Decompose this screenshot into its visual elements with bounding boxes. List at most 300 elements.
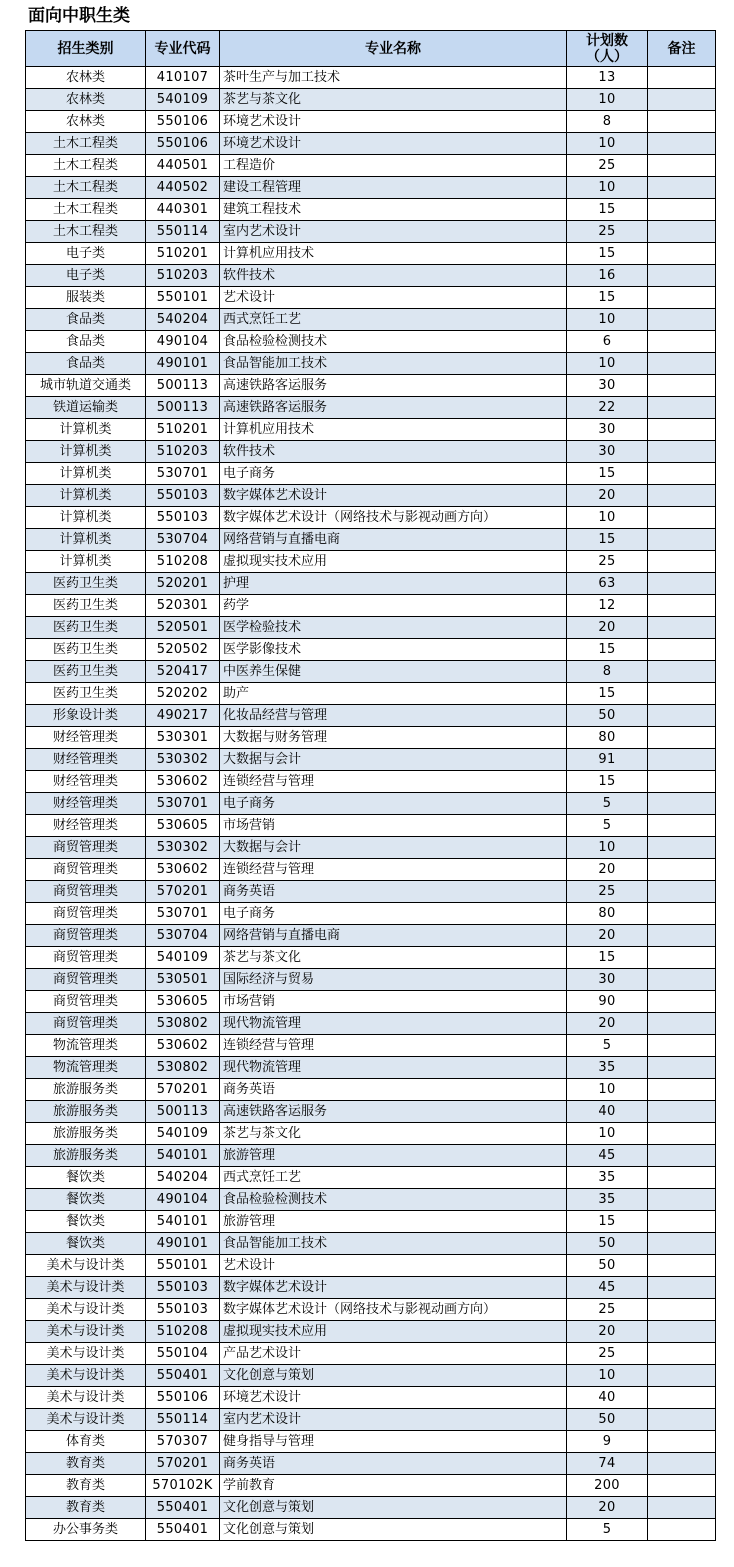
- cell-name: 计算机应用技术: [220, 419, 567, 441]
- cell-plan: 12: [567, 595, 648, 617]
- cell-plan: 25: [567, 1299, 648, 1321]
- cell-note: [648, 859, 716, 881]
- cell-category: 办公事务类: [26, 1519, 146, 1541]
- cell-plan: 15: [567, 947, 648, 969]
- table-row: [26, 573, 716, 595]
- cell-note: [648, 397, 716, 419]
- cell-code: 570201: [146, 1079, 220, 1101]
- cell-plan: 15: [567, 683, 648, 705]
- cell-plan: 30: [567, 969, 648, 991]
- cell-plan: 25: [567, 881, 648, 903]
- cell-plan: 15: [567, 771, 648, 793]
- table-row: [26, 705, 716, 727]
- table-row: [26, 1519, 716, 1541]
- cell-category: 教育类: [26, 1453, 146, 1475]
- page-title: 面向中职生类: [28, 6, 130, 26]
- cell-plan: 13: [567, 67, 648, 89]
- cell-code: 570307: [146, 1431, 220, 1453]
- cell-code: 500113: [146, 375, 220, 397]
- cell-note: [648, 221, 716, 243]
- cell-code: 530302: [146, 837, 220, 859]
- header-plan-line2: （人）: [586, 48, 628, 65]
- cell-category: 美术与设计类: [26, 1277, 146, 1299]
- cell-name: 高速铁路客运服务: [220, 1101, 567, 1123]
- cell-category: 铁道运输类: [26, 397, 146, 419]
- cell-note: [648, 947, 716, 969]
- table-row: [26, 1343, 716, 1365]
- table-row: [26, 463, 716, 485]
- table-row: [26, 1431, 716, 1453]
- cell-plan: 35: [567, 1189, 648, 1211]
- cell-category: 餐饮类: [26, 1211, 146, 1233]
- cell-note: [648, 1079, 716, 1101]
- cell-plan: 50: [567, 1233, 648, 1255]
- cell-code: 570201: [146, 881, 220, 903]
- cell-note: [648, 573, 716, 595]
- cell-name: 艺术设计: [220, 287, 567, 309]
- cell-name: 食品智能加工技术: [220, 1233, 567, 1255]
- cell-category: 计算机类: [26, 463, 146, 485]
- cell-name: 护理: [220, 573, 567, 595]
- cell-note: [648, 705, 716, 727]
- cell-name: 建设工程管理: [220, 177, 567, 199]
- cell-code: 530501: [146, 969, 220, 991]
- cell-plan: 15: [567, 287, 648, 309]
- cell-code: 520301: [146, 595, 220, 617]
- cell-plan: 5: [567, 815, 648, 837]
- cell-plan: 20: [567, 1013, 648, 1035]
- cell-plan: 10: [567, 177, 648, 199]
- cell-category: 医药卫生类: [26, 617, 146, 639]
- cell-name: 助产: [220, 683, 567, 705]
- table-row: [26, 1299, 716, 1321]
- cell-name: 中医养生保健: [220, 661, 567, 683]
- cell-code: 530802: [146, 1057, 220, 1079]
- cell-category: 教育类: [26, 1497, 146, 1519]
- cell-category: 计算机类: [26, 485, 146, 507]
- table-row: [26, 727, 716, 749]
- cell-code: 540109: [146, 947, 220, 969]
- cell-note: [648, 1189, 716, 1211]
- cell-code: 520201: [146, 573, 220, 595]
- cell-code: 550106: [146, 111, 220, 133]
- table-row: [26, 859, 716, 881]
- cell-name: 商务英语: [220, 1079, 567, 1101]
- table-row: [26, 331, 716, 353]
- cell-name: 软件技术: [220, 265, 567, 287]
- cell-note: [648, 815, 716, 837]
- cell-category: 美术与设计类: [26, 1409, 146, 1431]
- cell-code: 530802: [146, 1013, 220, 1035]
- cell-code: 530704: [146, 529, 220, 551]
- table-row: [26, 485, 716, 507]
- cell-name: 化妆品经营与管理: [220, 705, 567, 727]
- table-row: [26, 1145, 716, 1167]
- cell-name: 学前教育: [220, 1475, 567, 1497]
- cell-note: [648, 1101, 716, 1123]
- header-note: 备注: [648, 31, 716, 67]
- cell-name: 高速铁路客运服务: [220, 375, 567, 397]
- header-code: 专业代码: [146, 31, 220, 67]
- table-header-row: [26, 31, 716, 67]
- cell-name: 室内艺术设计: [220, 1409, 567, 1431]
- cell-category: 计算机类: [26, 441, 146, 463]
- cell-plan: 74: [567, 1453, 648, 1475]
- cell-code: 550401: [146, 1365, 220, 1387]
- table-row: [26, 617, 716, 639]
- cell-plan: 8: [567, 661, 648, 683]
- cell-category: 美术与设计类: [26, 1365, 146, 1387]
- table-row: [26, 991, 716, 1013]
- table-row: [26, 947, 716, 969]
- cell-plan: 25: [567, 551, 648, 573]
- cell-note: [648, 1343, 716, 1365]
- cell-plan: 20: [567, 617, 648, 639]
- cell-name: 茶叶生产与加工技术: [220, 67, 567, 89]
- table-row: [26, 529, 716, 551]
- cell-name: 药学: [220, 595, 567, 617]
- cell-note: [648, 199, 716, 221]
- cell-name: 虚拟现实技术应用: [220, 551, 567, 573]
- cell-plan: 30: [567, 375, 648, 397]
- cell-code: 530605: [146, 815, 220, 837]
- cell-name: 工程造价: [220, 155, 567, 177]
- cell-code: 550114: [146, 221, 220, 243]
- table-row: [26, 67, 716, 89]
- cell-category: 土木工程类: [26, 177, 146, 199]
- cell-category: 财经管理类: [26, 749, 146, 771]
- table-row: [26, 1101, 716, 1123]
- table-row: [26, 1057, 716, 1079]
- cell-plan: 35: [567, 1167, 648, 1189]
- cell-code: 520202: [146, 683, 220, 705]
- cell-plan: 10: [567, 837, 648, 859]
- cell-note: [648, 463, 716, 485]
- cell-name: 西式烹饪工艺: [220, 309, 567, 331]
- cell-plan: 50: [567, 705, 648, 727]
- cell-plan: 5: [567, 793, 648, 815]
- cell-code: 490217: [146, 705, 220, 727]
- table-row: [26, 111, 716, 133]
- cell-plan: 25: [567, 1343, 648, 1365]
- cell-note: [648, 969, 716, 991]
- cell-category: 食品类: [26, 331, 146, 353]
- cell-code: 530605: [146, 991, 220, 1013]
- cell-name: 室内艺术设计: [220, 221, 567, 243]
- cell-code: 540109: [146, 89, 220, 111]
- cell-category: 商贸管理类: [26, 969, 146, 991]
- cell-note: [648, 1013, 716, 1035]
- cell-plan: 10: [567, 1365, 648, 1387]
- header-plan: [567, 31, 648, 67]
- table-row: [26, 1365, 716, 1387]
- cell-code: 550103: [146, 1277, 220, 1299]
- cell-code: 550104: [146, 1343, 220, 1365]
- cell-note: [648, 507, 716, 529]
- cell-note: [648, 639, 716, 661]
- cell-note: [648, 177, 716, 199]
- cell-name: 大数据与财务管理: [220, 727, 567, 749]
- cell-category: 医药卫生类: [26, 683, 146, 705]
- cell-note: [648, 925, 716, 947]
- header-name: 专业名称: [220, 31, 567, 67]
- cell-category: 商贸管理类: [26, 859, 146, 881]
- cell-note: [648, 1123, 716, 1145]
- cell-note: [648, 133, 716, 155]
- cell-name: 旅游管理: [220, 1145, 567, 1167]
- cell-category: 土木工程类: [26, 221, 146, 243]
- cell-name: 市场营销: [220, 991, 567, 1013]
- table-row: [26, 1277, 716, 1299]
- table-row: [26, 749, 716, 771]
- cell-category: 商贸管理类: [26, 925, 146, 947]
- cell-category: 物流管理类: [26, 1035, 146, 1057]
- cell-name: 旅游管理: [220, 1211, 567, 1233]
- cell-category: 餐饮类: [26, 1189, 146, 1211]
- table-row: [26, 375, 716, 397]
- cell-category: 教育类: [26, 1475, 146, 1497]
- cell-name: 西式烹饪工艺: [220, 1167, 567, 1189]
- cell-name: 现代物流管理: [220, 1057, 567, 1079]
- cell-code: 490104: [146, 1189, 220, 1211]
- table-row: [26, 815, 716, 837]
- cell-code: 530701: [146, 903, 220, 925]
- table-row: [26, 1233, 716, 1255]
- cell-code: 510203: [146, 265, 220, 287]
- cell-plan: 10: [567, 1123, 648, 1145]
- cell-name: 食品智能加工技术: [220, 353, 567, 375]
- cell-plan: 30: [567, 419, 648, 441]
- cell-code: 510208: [146, 551, 220, 573]
- table-row: [26, 287, 716, 309]
- cell-note: [648, 353, 716, 375]
- cell-note: [648, 331, 716, 353]
- cell-name: 数字媒体艺术设计（网络技术与影视动画方向）: [220, 507, 567, 529]
- table-row: [26, 265, 716, 287]
- cell-plan: 20: [567, 925, 648, 947]
- cell-name: 商务英语: [220, 881, 567, 903]
- cell-category: 农林类: [26, 111, 146, 133]
- cell-code: 520417: [146, 661, 220, 683]
- cell-plan: 5: [567, 1519, 648, 1541]
- cell-name: 连锁经营与管理: [220, 771, 567, 793]
- cell-category: 物流管理类: [26, 1057, 146, 1079]
- cell-category: 体育类: [26, 1431, 146, 1453]
- cell-code: 500113: [146, 1101, 220, 1123]
- table-row: [26, 177, 716, 199]
- cell-code: 550106: [146, 1387, 220, 1409]
- cell-name: 高速铁路客运服务: [220, 397, 567, 419]
- cell-plan: 10: [567, 1079, 648, 1101]
- cell-plan: 15: [567, 243, 648, 265]
- table-row: [26, 837, 716, 859]
- cell-plan: 20: [567, 1497, 648, 1519]
- table-row: [26, 639, 716, 661]
- cell-category: 电子类: [26, 265, 146, 287]
- cell-note: [648, 793, 716, 815]
- cell-note: [648, 1475, 716, 1497]
- cell-name: 大数据与会计: [220, 749, 567, 771]
- table-row: [26, 353, 716, 375]
- cell-name: 数字媒体艺术设计: [220, 485, 567, 507]
- table-row: [26, 1079, 716, 1101]
- cell-note: [648, 771, 716, 793]
- cell-plan: 10: [567, 309, 648, 331]
- table-row: [26, 1035, 716, 1057]
- cell-name: 茶艺与茶文化: [220, 947, 567, 969]
- cell-plan: 15: [567, 1211, 648, 1233]
- cell-category: 医药卫生类: [26, 639, 146, 661]
- cell-code: 530302: [146, 749, 220, 771]
- cell-plan: 10: [567, 89, 648, 111]
- cell-code: 520501: [146, 617, 220, 639]
- cell-category: 财经管理类: [26, 727, 146, 749]
- cell-plan: 50: [567, 1409, 648, 1431]
- cell-note: [648, 375, 716, 397]
- cell-category: 餐饮类: [26, 1233, 146, 1255]
- cell-code: 490101: [146, 1233, 220, 1255]
- table-row: [26, 1255, 716, 1277]
- cell-note: [648, 661, 716, 683]
- cell-note: [648, 243, 716, 265]
- table-row: [26, 683, 716, 705]
- cell-plan: 15: [567, 529, 648, 551]
- cell-category: 计算机类: [26, 551, 146, 573]
- cell-name: 商务英语: [220, 1453, 567, 1475]
- cell-code: 490101: [146, 353, 220, 375]
- cell-note: [648, 991, 716, 1013]
- cell-code: 550401: [146, 1519, 220, 1541]
- cell-category: 食品类: [26, 353, 146, 375]
- cell-name: 环境艺术设计: [220, 1387, 567, 1409]
- cell-code: 540109: [146, 1123, 220, 1145]
- cell-name: 产品艺术设计: [220, 1343, 567, 1365]
- header-category: 招生类别: [26, 31, 146, 67]
- cell-category: 电子类: [26, 243, 146, 265]
- cell-code: 550103: [146, 485, 220, 507]
- cell-code: 510208: [146, 1321, 220, 1343]
- cell-note: [648, 155, 716, 177]
- cell-category: 商贸管理类: [26, 991, 146, 1013]
- table-row: [26, 793, 716, 815]
- cell-name: 环境艺术设计: [220, 111, 567, 133]
- table-row: [26, 243, 716, 265]
- cell-name: 艺术设计: [220, 1255, 567, 1277]
- cell-code: 550103: [146, 1299, 220, 1321]
- header-plan-line1: 计划数: [586, 32, 628, 49]
- cell-name: 市场营销: [220, 815, 567, 837]
- cell-category: 美术与设计类: [26, 1321, 146, 1343]
- cell-name: 茶艺与茶文化: [220, 1123, 567, 1145]
- table-row: [26, 1475, 716, 1497]
- table-row: [26, 1167, 716, 1189]
- cell-category: 城市轨道交通类: [26, 375, 146, 397]
- cell-name: 连锁经营与管理: [220, 859, 567, 881]
- cell-name: 电子商务: [220, 793, 567, 815]
- cell-note: [648, 617, 716, 639]
- cell-note: [648, 1233, 716, 1255]
- cell-category: 美术与设计类: [26, 1343, 146, 1365]
- cell-category: 商贸管理类: [26, 903, 146, 925]
- cell-plan: 50: [567, 1255, 648, 1277]
- cell-note: [648, 1277, 716, 1299]
- cell-plan: 90: [567, 991, 648, 1013]
- table-row: [26, 1189, 716, 1211]
- cell-category: 土木工程类: [26, 133, 146, 155]
- cell-code: 550106: [146, 133, 220, 155]
- cell-code: 490104: [146, 331, 220, 353]
- cell-plan: 20: [567, 1321, 648, 1343]
- cell-plan: 25: [567, 221, 648, 243]
- table-row: [26, 661, 716, 683]
- cell-plan: 15: [567, 463, 648, 485]
- cell-plan: 6: [567, 331, 648, 353]
- cell-name: 现代物流管理: [220, 1013, 567, 1035]
- table-row: [26, 881, 716, 903]
- cell-plan: 9: [567, 1431, 648, 1453]
- table-row: [26, 199, 716, 221]
- table-row: [26, 309, 716, 331]
- cell-note: [648, 441, 716, 463]
- cell-note: [648, 111, 716, 133]
- table-row: [26, 397, 716, 419]
- cell-category: 医药卫生类: [26, 595, 146, 617]
- cell-note: [648, 683, 716, 705]
- cell-plan: 10: [567, 133, 648, 155]
- table-row: [26, 1497, 716, 1519]
- cell-code: 440502: [146, 177, 220, 199]
- cell-note: [648, 1321, 716, 1343]
- cell-name: 食品检验检测技术: [220, 1189, 567, 1211]
- table-row: [26, 551, 716, 573]
- cell-category: 服装类: [26, 287, 146, 309]
- cell-code: 530602: [146, 771, 220, 793]
- cell-category: 美术与设计类: [26, 1299, 146, 1321]
- cell-note: [648, 1519, 716, 1541]
- cell-plan: 63: [567, 573, 648, 595]
- cell-name: 文化创意与策划: [220, 1365, 567, 1387]
- table-row: [26, 595, 716, 617]
- cell-category: 商贸管理类: [26, 1013, 146, 1035]
- cell-note: [648, 1497, 716, 1519]
- cell-plan: 8: [567, 111, 648, 133]
- cell-note: [648, 1453, 716, 1475]
- cell-code: 500113: [146, 397, 220, 419]
- cell-plan: 15: [567, 639, 648, 661]
- cell-plan: 16: [567, 265, 648, 287]
- cell-note: [648, 485, 716, 507]
- cell-code: 570102K: [146, 1475, 220, 1497]
- cell-plan: 30: [567, 441, 648, 463]
- cell-category: 旅游服务类: [26, 1145, 146, 1167]
- cell-name: 食品检验检测技术: [220, 331, 567, 353]
- cell-note: [648, 529, 716, 551]
- cell-plan: 20: [567, 859, 648, 881]
- cell-code: 550101: [146, 287, 220, 309]
- cell-code: 540204: [146, 1167, 220, 1189]
- cell-note: [648, 309, 716, 331]
- cell-name: 电子商务: [220, 463, 567, 485]
- cell-category: 计算机类: [26, 419, 146, 441]
- cell-code: 530701: [146, 463, 220, 485]
- cell-plan: 15: [567, 199, 648, 221]
- cell-name: 文化创意与策划: [220, 1519, 567, 1541]
- table-row: [26, 1409, 716, 1431]
- cell-category: 财经管理类: [26, 771, 146, 793]
- cell-category: 医药卫生类: [26, 661, 146, 683]
- cell-plan: 10: [567, 507, 648, 529]
- cell-category: 土木工程类: [26, 155, 146, 177]
